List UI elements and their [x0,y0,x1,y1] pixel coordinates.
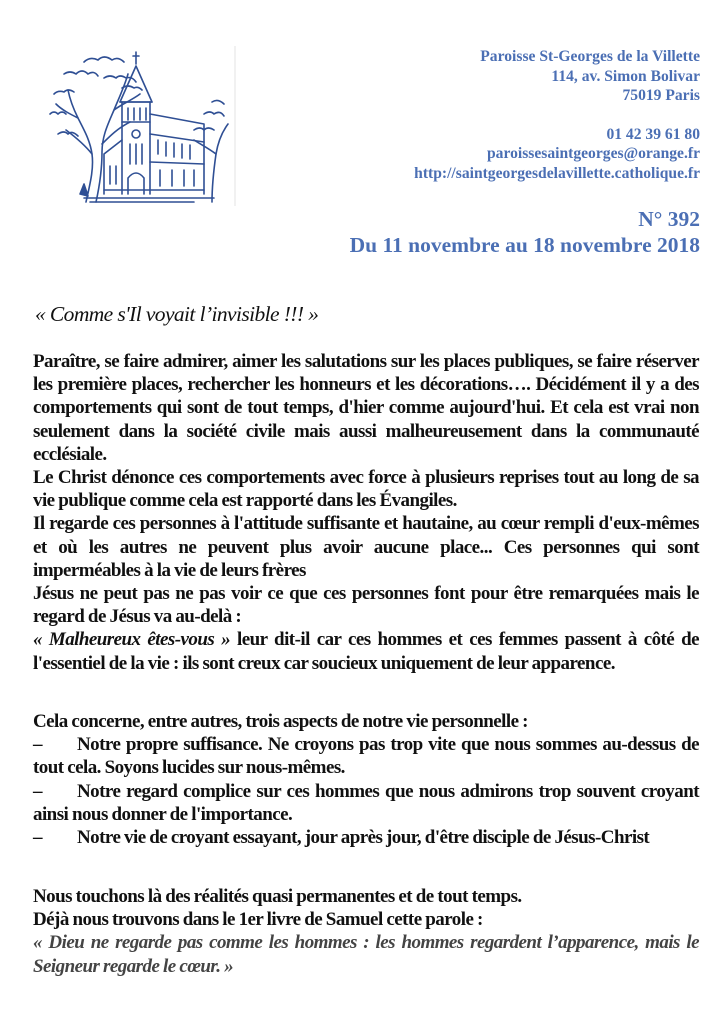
header-spacer [414,106,700,125]
list-intro: Cela concerne, entre autres, trois aspects de notre vie personnelle : [33,711,528,732]
scripture-quote: « Dieu ne regarde pas comme les hommes : les hommes regardent l’apparence, mais le Seigneur regarde le cœur. » [33,932,699,977]
paragraph-text: Il regarde ces personnes à l'attitude suffisante et hautaine, au cœur rempli d'eux-mêmes et où les autres ne peuvent plus avoir aucune place... Ces personnes qui sont imperméables à la vie de leurs frères [33,513,699,581]
parish-name: Paroisse St-Georges de la Villette [480,48,700,65]
parish-header [414,47,700,184]
dash-bullet: – [33,780,42,802]
parish-email[interactable]: paroissesaintgeorges@orange.fr [486,145,700,163]
church-drawing-icon [44,44,234,206]
list-item-text: Notre vie de croyant essayant, jour après jour, d'être disciple de Jésus-Christ [77,827,650,849]
paragraph-text: Paraître, se faire admirer, aimer les salutations sur les places publiques, se faire réserver les première places, rechercher les honneurs et les décorations…. Décidément il y a des comportements qui sont de tout temps, d'hier comme aujourd'hui. Et cela est vrai non seulement dans la société civile mais aussi malheureusement dans la communauté ecclésiale. [33,351,699,465]
paragraph-text [33,628,699,674]
inline-quote: « Malheureux êtes-vous » [33,629,231,651]
parish-logo [44,44,234,206]
list-item [33,826,699,849]
issue-number: N° 392 [638,207,700,231]
logo-divider [234,46,236,206]
issue-info [350,206,700,258]
article-paragraph-2 [33,710,699,849]
paragraph-text: Déjà nous trouvons dans le 1er livre de Samuel cette parole : [33,909,483,931]
parish-website[interactable]: http://saintgeorgesdelavillette.catholique.fr [414,164,700,182]
article-paragraph-3 [33,885,699,978]
parish-phone: 01 42 39 61 80 [606,125,700,143]
list-item [33,780,699,826]
list-item-text: Notre regard complice sur ces hommes que nous admirons trop souvent croyant ainsi nous donner de l'importance. [33,780,699,825]
article-paragraph-1 [33,350,699,675]
paragraph-text: Le Christ dénonce ces comportements avec force à plusieurs reprises tout au long de sa vie publique comme cela est rapporté dans les Évangiles. [33,467,699,512]
issue-dates: Du 11 novembre au 18 novembre 2018 [349,233,700,257]
paragraph-text: Jésus ne peut pas ne pas voir ce que ces personnes font pour être remarquées mais le regard de Jésus va au-delà : [33,583,699,628]
article-title: « Comme s'Il voyait l’invisible !!! » [35,302,319,326]
parish-city: 75019 Paris [622,87,700,105]
list-item-text: Notre propre suffisance. Ne croyons pas trop vite que nous sommes au-dessus de tout cela. Soyons lucides sur nous-mêmes. [33,734,699,779]
dash-bullet: – [33,827,42,849]
list-item [33,733,699,779]
paragraph-continuation: leur dit-il car ces hommes et ces femmes passent à côté de l'essentiel de la vie : ils sont creux car soucieux uniquement de leur apparence. [33,629,699,674]
dash-bullet: – [33,734,42,756]
parish-address: 114, av. Simon Bolivar [551,67,700,85]
paragraph-text: Nous touchons là des réalités quasi permanentes et de tout temps. [33,886,522,907]
